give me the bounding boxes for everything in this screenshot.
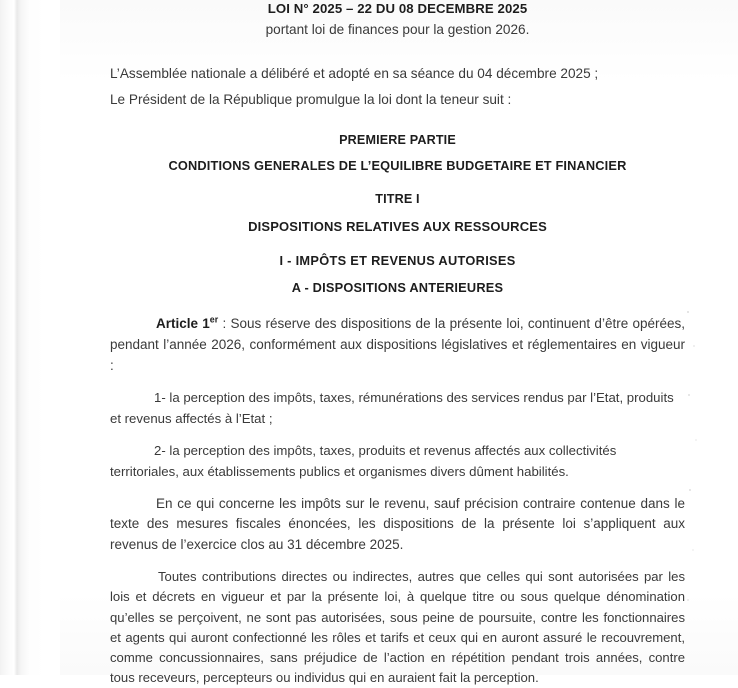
income-tax-paragraph xyxy=(110,494,685,555)
scan-noise-artifact xyxy=(684,300,708,630)
income-tax-text: En ce qui concerne les impôts sur le revenu, sauf précision contraire contenue dans le texte des mesures fiscales énoncées, les dispositions de la présente loi s’appliquent aux revenus de l’exercice clos au 31 décembre 2025. xyxy=(110,496,685,552)
unauthorized-contributions-paragraph xyxy=(110,567,685,688)
income-tax-indent xyxy=(110,496,156,511)
enumerated-item-2-text: 2- la perception des impôts, taxes, produits et revenus affectés aux collectivités territoriales, aux établissements publics et organismes divers dûment habilités. xyxy=(110,443,617,479)
article-1-paragraph xyxy=(110,314,685,376)
article-number-text: Article 1 xyxy=(156,316,210,331)
heading-section-dispositions-anterieures: A - DISPOSITIONS ANTERIEURES xyxy=(291,280,504,295)
enumerated-item-2 xyxy=(110,441,685,482)
promulgation-intro xyxy=(110,61,685,113)
article-body xyxy=(110,314,685,688)
unauthorized-contributions-text: Toutes contributions directes ou indirectes, autres que celles qui sont autorisées par les lois et décrets en vigueur et par la présente loi, à quelque titre ou sous quelque dénomination qu’elles se perçoivent, ne sont pas autorisées, sous peine de poursuite, contre les fonctionnaires et agents qui auront confectionné les rôles et tarifs et ceux qui en auront assuré le recouvrement, comme concussionnaires, sans préjudice de l’action en répétition pendant trois années, contre tous receveurs, percepteurs ou individus qui en auraient fait la perception. xyxy=(110,569,685,686)
heading-titre-i: TITRE I xyxy=(375,192,420,206)
article-number-label xyxy=(156,316,218,331)
article-indent xyxy=(110,316,156,331)
intro-line-president: Le Président de la République promulgue la loi dont la teneur suit : xyxy=(110,92,512,107)
section-headings-block xyxy=(110,133,685,295)
intro-line-assembly: L’Assemblée nationale a délibéré et adopté en sa séance du 04 décembre 2025 ; xyxy=(110,66,599,81)
article-1-text: : Sous réserve des dispositions de la présente loi, continuent d’être opérées, pendant l’année 2026, conformément aux dispositions législatives et réglementaires en vigueur : xyxy=(110,316,685,373)
enumerated-item-1 xyxy=(110,388,685,429)
article-number-superscript: er xyxy=(209,314,219,325)
document-text-column xyxy=(110,0,685,686)
item-1-indent xyxy=(110,390,154,405)
enumerated-item-1-text: 1- la perception des impôts, taxes, rémunérations des services rendus par l’Etat, produits et revenus affectés à l’Etat ; xyxy=(110,390,674,426)
heading-premiere-partie: PREMIERE PARTIE xyxy=(339,133,456,147)
item-2-indent xyxy=(110,443,154,458)
heading-section-impots-revenus: I - IMPÔTS ET REVENUS AUTORISES xyxy=(279,253,516,268)
law-subtitle: portant loi de finances pour la gestion 2026. xyxy=(265,22,530,37)
heading-dispositions-ressources: DISPOSITIONS RELATIVES AUX RESSOURCES xyxy=(248,219,547,234)
contributions-indent xyxy=(110,569,158,584)
heading-conditions-generales: CONDITIONS GENERALES DE L’EQUILIBRE BUDGETAIRE ET FINANCIER xyxy=(168,158,627,173)
law-title: LOI N° 2025 – 22 DU 08 DECEMBRE 2025 xyxy=(267,1,528,16)
